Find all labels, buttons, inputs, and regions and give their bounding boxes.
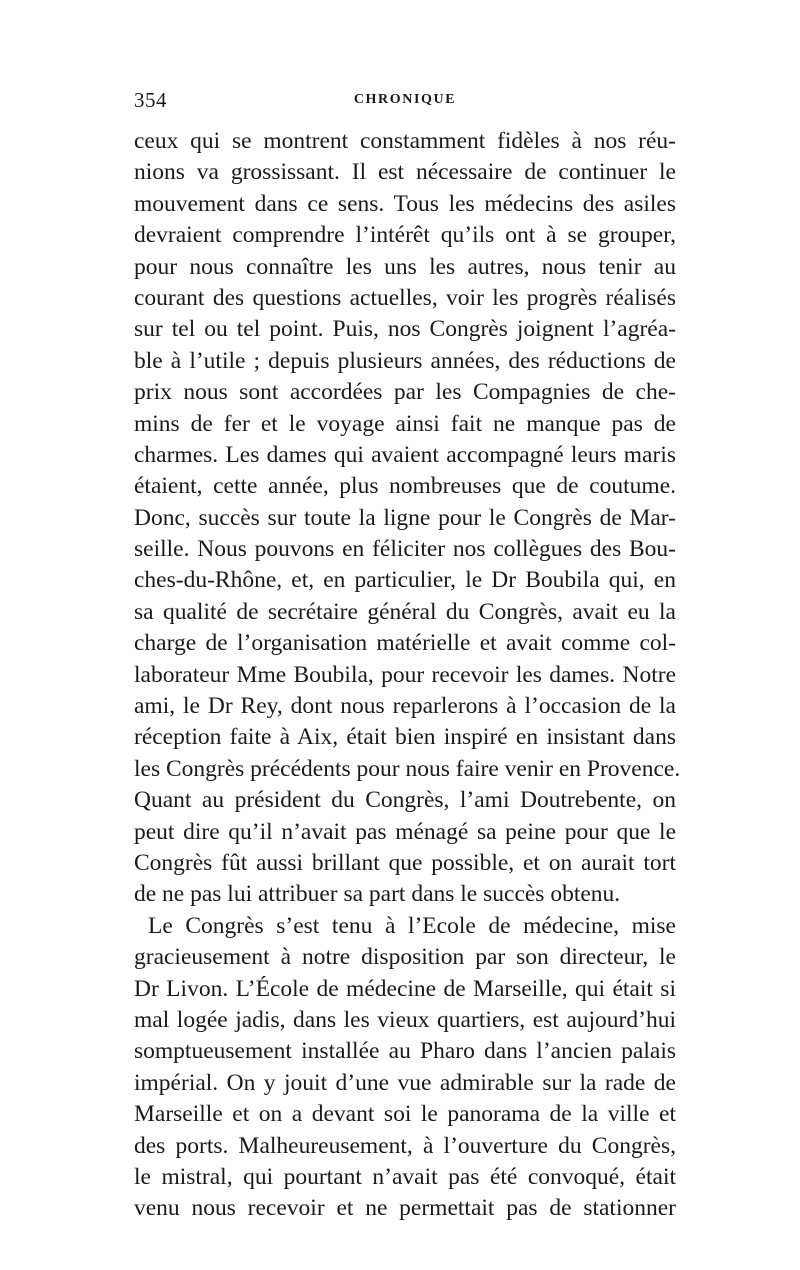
text-line: sur tel ou tel point. Puis, nos Congrès joignent l’agréa- [134,316,676,343]
text-line: Dr Livon. L’École de médecine de Marseille, qui était si [134,975,676,1002]
text-line: laborateur Mme Boubila, pour recevoir les dames. Notre [134,661,676,688]
paragraph-2 [134,911,676,1225]
text-line: le mistral, qui pourtant n’avait pas été convoqué, était [134,1163,676,1190]
text-line: Donc, succès sur toute la ligne pour le Congrès de Mar- [134,504,676,531]
text-line: sa qualité de secrétaire général du Congrès, avait eu la [134,598,676,625]
text-line: charmes. Les dames qui avaient accompagné leurs maris [134,441,676,468]
text-line: Congrès fût aussi brillant que possible, et on aurait tort [134,849,676,876]
text-line: courant des questions actuelles, voir les progrès réalisés [134,284,676,311]
page-number: 354 [134,88,167,112]
text-line: ble à l’utile ; depuis plusieurs années, des réductions de [134,347,676,374]
running-head: CHRONIQUE [353,92,457,107]
body-text [134,126,681,1225]
text-line: Marseille et on a devant soi le panorama de la ville et [134,1101,676,1128]
text-line: pour nous connaître les uns les autres, nous tenir au [134,253,676,280]
text-line: des ports. Malheureusement, à l’ouverture du Congrès, [134,1132,676,1159]
text-line: étaient, cette année, plus nombreuses que de coutume. [134,473,676,500]
text-line: mal logée jadis, dans les vieux quartiers, est aujourd’hui [134,1006,676,1033]
text-line: Quant au président du Congrès, l’ami Doutrebente, on [134,787,676,814]
text-line: mins de fer et le voyage ainsi fait ne manque pas de [134,410,676,437]
text-line: mouvement dans ce sens. Tous les médecins des asiles [134,190,676,217]
text-line: réception faite à Aix, était bien inspiré en insistant dans [134,724,676,751]
text-line: devraient comprendre l’intérêt qu’ils ont à se grouper, [134,222,676,249]
text-line: peut dire qu’il n’avait pas ménagé sa peine pour que le [134,818,676,845]
page-header [134,88,676,118]
paragraph-1 [134,126,681,911]
text-line: de ne pas lui attribuer sa part dans le succès obtenu. [134,881,621,908]
text-line: ches-du-Rhône, et, en particulier, le Dr Boubila qui, en [134,567,676,594]
text-line: somptueusement installée au Pharo dans l’ancien palais [134,1038,676,1065]
text-line: prix nous sont accordées par les Compagnies de che- [134,379,676,406]
text-line: nions va grossissant. Il est nécessaire de continuer le [134,159,676,186]
text-line: Le Congrès s’est tenu à l’Ecole de médecine, mise [148,912,676,939]
text-line: charge de l’organisation matérielle et avait comme col- [134,630,676,657]
text-line: impérial. On y jouit d’une vue admirable sur la rade de [134,1069,676,1096]
text-line: venu nous recevoir et ne permettait pas de stationner [134,1195,676,1222]
text-line: seille. Nous pouvons en féliciter nos collègues des Bou- [134,536,676,563]
text-line: gracieusement à notre disposition par son directeur, le [134,944,676,971]
text-line: les Congrès précédents pour nous faire venir en Provence. [134,755,681,782]
text-line: ceux qui se montrent constamment fidèles à nos réu- [134,128,676,154]
text-line: ami, le Dr Rey, dont nous reparlerons à l’occasion de la [134,693,676,720]
